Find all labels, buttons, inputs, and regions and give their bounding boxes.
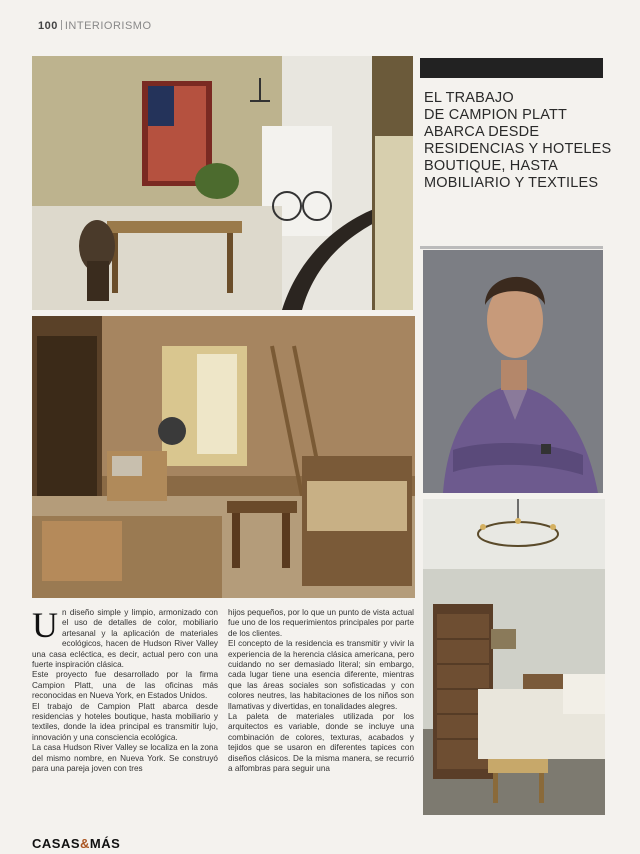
- drop-cap: U: [32, 608, 58, 645]
- pull-quote: [424, 90, 614, 192]
- article-paragraph: n diseño simple y limpio, armonizado con el uso de detalles de color, mobiliario artesanal y la aplicación de materiales ecológicos, hacen de Hudson River Valley una casa ecléctica, es decir, actual pero con una fuerte inspiración clásica.: [32, 608, 218, 670]
- page-number: 100: [38, 20, 58, 32]
- header-divider: [61, 20, 62, 30]
- logo-part: MÁS: [89, 836, 121, 851]
- photo-portrait: [423, 250, 603, 493]
- photo-living-room: [32, 316, 415, 598]
- section-title: INTERIORISMO: [64, 20, 152, 32]
- article-paragraph: El concepto de la residencia es transmitir y vivir la experiencia de la herencia clásica americana, pero cuidando no ser demasiado literal; sin embargo, cada lugar tiene una esencia diferente, mientras que las áreas sociales son sofisticadas y con colores neutres, las habitaciones de los niños son llamativas y divertidas, en tonalidades alegres.: [228, 639, 414, 711]
- pull-quote-line: DE CAMPION PLATT: [424, 107, 568, 123]
- pull-quote-line: EL TRABAJO: [424, 90, 514, 106]
- logo-ampersand: &: [80, 836, 90, 851]
- pull-quote-line: ABARCA DESDE: [424, 124, 540, 140]
- pull-quote-line: RESIDENCIAS Y HOTELES: [424, 141, 612, 157]
- article-column-2: [228, 608, 414, 814]
- article-paragraph: Este proyecto fue desarrollado por la firma Campion Platt, una de las oficinas más reconocidas en Nueva York, en Estados Unidos.: [32, 670, 218, 701]
- page-header: [38, 20, 152, 32]
- article-paragraph: El trabajo de Campion Platt abarca desde residencias y hoteles boutique, hasta mobiliario y textiles, donde la idea principal es transmitir lujo, innovación y una consciencia ecológica.: [32, 701, 218, 742]
- article-paragraph: hijos pequeños, por lo que un punto de vista actual fue uno de los requerimientos principales por parte de los clientes.: [228, 608, 414, 638]
- pull-quote-line: BOUTIQUE, HASTA: [424, 158, 559, 174]
- article-paragraph: La paleta de materiales utilizada por los arquitectos es variable, donde se incluye una combinación de colores, texturas, acabados y tejidos que se usaron en diferentes tapices con diseños clásicos. De la misma manera, se recurrió a alfombras para seguir una: [228, 712, 414, 774]
- pull-quote-line: MOBILIARIO Y TEXTILES: [424, 175, 599, 191]
- magazine-logo: [32, 836, 120, 851]
- logo-part: CASAS: [32, 836, 81, 851]
- pull-quote-rule: [420, 246, 603, 249]
- accent-bar: [420, 58, 603, 78]
- photo-hallway: [32, 56, 413, 310]
- article-paragraph: La casa Hudson River Valley se localiza en la zona del mismo nombre, en Nueva York. Se construyó para una pareja joven con tres: [32, 743, 218, 774]
- photo-bedroom: [423, 499, 605, 815]
- article-column-1: [32, 608, 218, 814]
